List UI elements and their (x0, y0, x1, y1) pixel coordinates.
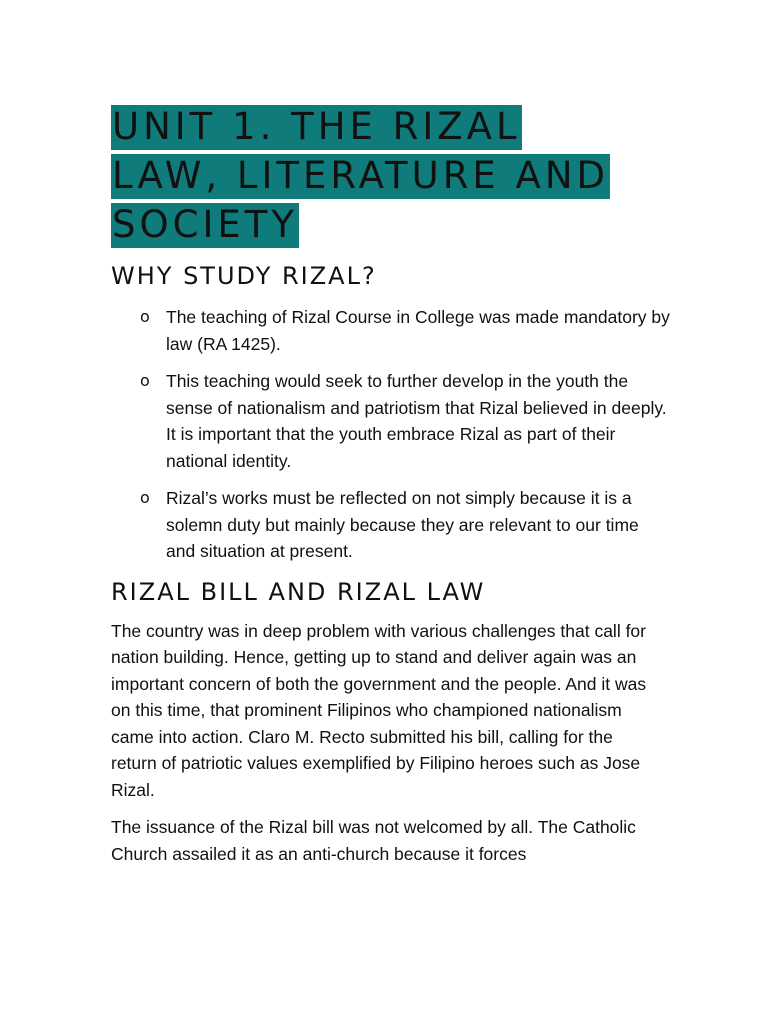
why-study-bullet-list (111, 304, 671, 565)
body-paragraph: The issuance of the Rizal bill was not welcomed by all. The Catholic Church assailed it as an anti-church because it forces (111, 817, 636, 864)
list-item (111, 304, 671, 357)
bullet-text: This teaching would seek to further develop in the youth the sense of nationalism and patriotism that Rizal believed in deeply. It is important that the youth embrace Rizal as part of their national identity. (166, 371, 667, 471)
bullet-marker: o (140, 371, 150, 390)
list-item (111, 368, 671, 474)
section-heading-rizal-bill: RIZAL BILL AND RIZAL LAW (111, 577, 486, 606)
document-title (111, 102, 671, 249)
section-heading-why-study: WHY STUDY RIZAL? (111, 262, 377, 290)
bullet-text: The teaching of Rizal Course in College was made mandatory by law (RA 1425). (166, 307, 670, 354)
title-line-3: SOCIETY (112, 203, 298, 246)
bullet-marker: o (140, 307, 150, 326)
document-page (111, 102, 671, 867)
bullet-text: Rizal’s works must be reflected on not simply because it is a solemn duty but mainly because they are relevant to our time and situation at present. (166, 488, 639, 561)
title-line-1: UNIT 1. THE RIZAL (112, 105, 521, 148)
title-line-2: LAW, LITERATURE AND (112, 154, 610, 197)
bullet-marker: o (140, 488, 150, 507)
list-item (111, 485, 671, 565)
body-paragraph: The country was in deep problem with various challenges that call for nation building. Hence, getting up to stand and deliver again was an important concern of both the government and the people. And it was on this time, that prominent Filipinos who championed nationalism came into action. Claro M. Recto submitted his bill, calling for the return of patriotic values exemplified by Filipino heroes such as Jose Rizal. (111, 620, 647, 800)
